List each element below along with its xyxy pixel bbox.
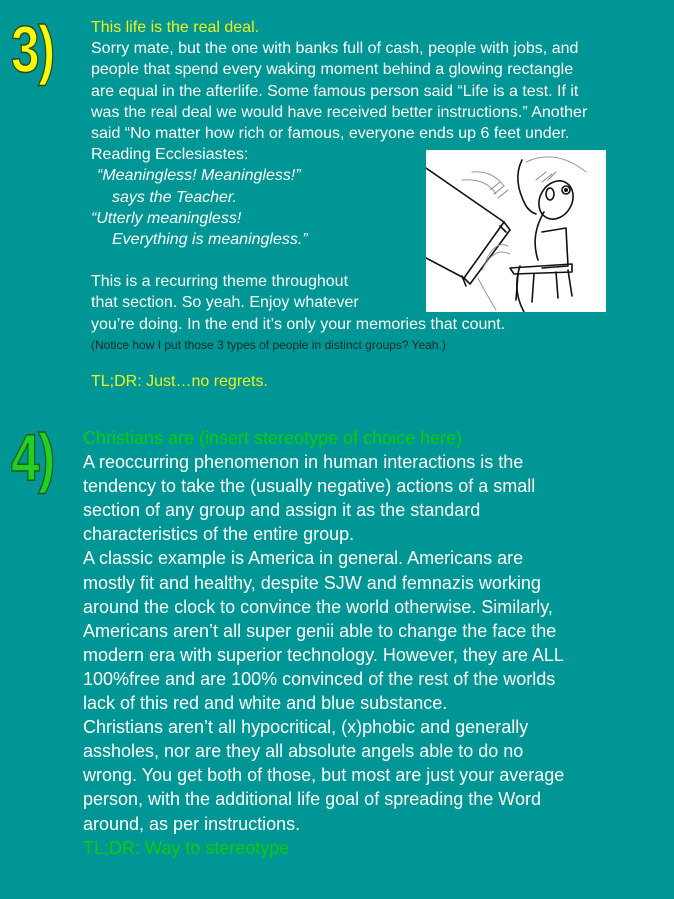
- body-line: characteristics of the entire group.: [83, 524, 355, 545]
- closing-line: This is a recurring theme throughout: [91, 273, 349, 291]
- section-4-heading: Christians are (insert stereotype of choice here): [83, 428, 463, 448]
- body-line: are equal in the afterlife. Some famous person said “Life is a test. If it: [91, 82, 579, 100]
- body-line: said “No matter how rich or famous, everyone ends up 6 feet under.: [91, 125, 570, 143]
- body-line: Reading Ecclesiastes:: [91, 146, 249, 164]
- quote-line: Everything is meaningless.”: [112, 231, 308, 249]
- body-line: A reoccurring phenomenon in human interactions is the: [83, 452, 524, 473]
- quote-line: “Utterly meaningless!: [91, 209, 242, 227]
- section-4-tldr: TL;DR: Way to stereotype: [83, 837, 290, 858]
- body-line: was the real deal we would have received better instructions.” Another: [91, 103, 588, 121]
- section-number-3: 3): [11, 12, 54, 86]
- closing-line: that section. So yeah. Enjoy whatever: [91, 294, 359, 312]
- quote-line: “Meaningless! Meaningless!”: [97, 167, 301, 185]
- body-line: wrong. You get both of those, but most are just your average: [83, 765, 565, 786]
- body-line: section of any group and assign it as the standard: [83, 500, 481, 521]
- body-line: A classic example is America in general. Americans are: [83, 548, 524, 569]
- body-line: around the clock to convince the world otherwise. Similarly,: [83, 596, 553, 617]
- body-line: 100%free and are 100% convinced of the rest of the worlds: [83, 668, 556, 689]
- section-4: [83, 426, 653, 860]
- table-flip-comic-image: [426, 150, 606, 312]
- closing-line: you’re doing. In the end it’s only your memories that count.: [91, 315, 506, 333]
- body-line: Christians aren’t all hypocritical, (x)phobic and generally: [83, 717, 529, 738]
- body-line: modern era with superior technology. However, they are ALL: [83, 644, 564, 665]
- spacer: [91, 356, 651, 371]
- body-line: people that spend every waking moment behind a glowing rectangle: [91, 61, 574, 79]
- body-line: tendency to take the (usually negative) actions of a small: [83, 476, 536, 497]
- section-3-tldr: TL;DR: Just…no regrets.: [91, 372, 268, 390]
- body-line: Americans aren’t all super genii able to change the face the: [83, 620, 557, 641]
- body-line: mostly fit and healthy, despite SJW and femnazis working: [83, 572, 541, 593]
- body-line: person, with the additional life goal of spreading the Word: [83, 789, 541, 810]
- body-line: lack of this red and white and blue substance.: [83, 693, 448, 714]
- quote-line: says the Teacher.: [112, 188, 238, 206]
- body-line: assholes, nor are they all absolute angels able to do no: [83, 741, 524, 762]
- body-line: Sorry mate, but the one with banks full of cash, people with jobs, and: [91, 40, 579, 58]
- section-3-heading: This life is the real deal.: [91, 19, 260, 36]
- section-number-4: 4): [11, 420, 54, 494]
- body-line: around, as per instructions.: [83, 813, 301, 834]
- side-note: (Notice how I put those 3 types of people in distinct groups? Yeah.): [91, 337, 446, 352]
